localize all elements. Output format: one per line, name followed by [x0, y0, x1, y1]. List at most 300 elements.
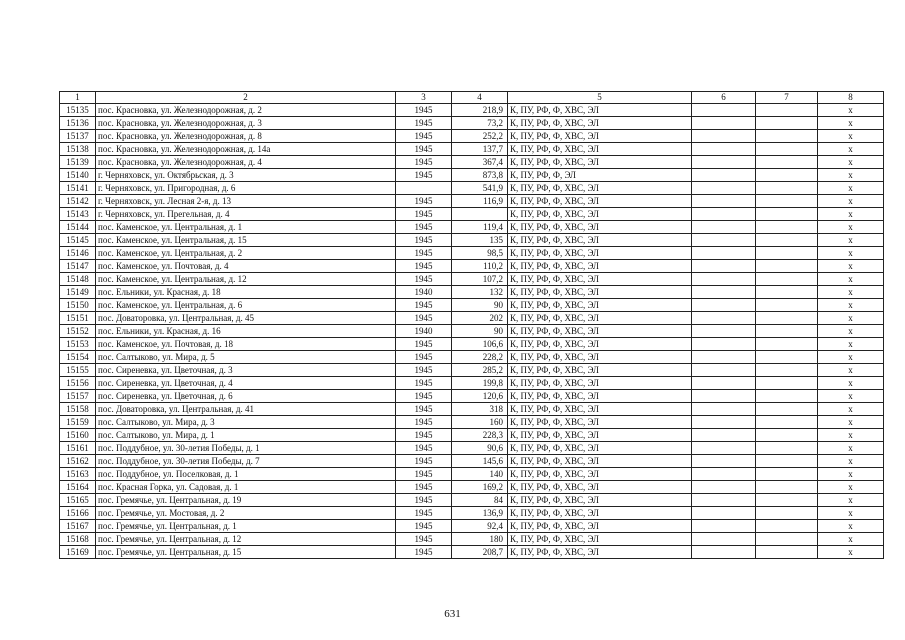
record-number-cell: 15148: [60, 273, 96, 286]
column-7-cell: [756, 390, 818, 403]
utility-types-cell: К, ПУ, РФ, Ф, ХВС, ЭЛ: [508, 377, 692, 390]
mark-cell: х: [818, 403, 884, 416]
column-7-cell: [756, 299, 818, 312]
table-row: [60, 338, 884, 351]
record-number-cell: 15141: [60, 182, 96, 195]
column-6-cell: [692, 247, 756, 260]
record-number-cell: 15153: [60, 338, 96, 351]
column-6-cell: [692, 156, 756, 169]
utility-types-cell: К, ПУ, РФ, Ф, ХВС, ЭЛ: [508, 403, 692, 416]
mark-cell: х: [818, 117, 884, 130]
header-row: [60, 92, 884, 104]
table-row: [60, 221, 884, 234]
utility-types-cell: К, ПУ, РФ, Ф, ХВС, ЭЛ: [508, 533, 692, 546]
year-built-cell: 1945: [396, 481, 452, 494]
column-7-cell: [756, 260, 818, 273]
table-row: [60, 169, 884, 182]
mark-cell: х: [818, 377, 884, 390]
mark-cell: х: [818, 104, 884, 117]
column-7-cell: [756, 351, 818, 364]
address-cell: пос. Поддубное, ул. 30-летия Победы, д. 7: [96, 455, 396, 468]
table-body: [60, 92, 884, 559]
utility-types-cell: К, ПУ, РФ, Ф, ХВС, ЭЛ: [508, 468, 692, 481]
column-6-cell: [692, 195, 756, 208]
utility-types-cell: К, ПУ, РФ, Ф, ХВС, ЭЛ: [508, 143, 692, 156]
utility-types-cell: К, ПУ, РФ, Ф, ХВС, ЭЛ: [508, 299, 692, 312]
year-built-cell: 1945: [396, 338, 452, 351]
record-number-cell: 15151: [60, 312, 96, 325]
column-6-cell: [692, 351, 756, 364]
column-7-cell: [756, 546, 818, 559]
address-cell: пос. Каменское, ул. Центральная, д. 2: [96, 247, 396, 260]
utility-types-cell: К, ПУ, РФ, Ф, ХВС, ЭЛ: [508, 338, 692, 351]
table-row: [60, 299, 884, 312]
utility-types-cell: К, ПУ, РФ, Ф, ХВС, ЭЛ: [508, 104, 692, 117]
year-built-cell: 1945: [396, 208, 452, 221]
column-7-cell: [756, 104, 818, 117]
mark-cell: х: [818, 429, 884, 442]
address-cell: пос. Ельники, ул. Красная, д. 16: [96, 325, 396, 338]
record-number-cell: 15156: [60, 377, 96, 390]
area-cell: 120,6: [452, 390, 508, 403]
utility-types-cell: К, ПУ, РФ, Ф, ХВС, ЭЛ: [508, 494, 692, 507]
area-cell: 84: [452, 494, 508, 507]
header-cell-1: 1: [60, 92, 96, 104]
column-6-cell: [692, 403, 756, 416]
mark-cell: х: [818, 546, 884, 559]
mark-cell: х: [818, 520, 884, 533]
utility-types-cell: К, ПУ, РФ, Ф, ЭЛ: [508, 169, 692, 182]
mark-cell: х: [818, 442, 884, 455]
record-number-cell: 15150: [60, 299, 96, 312]
year-built-cell: 1945: [396, 312, 452, 325]
area-cell: 252,2: [452, 130, 508, 143]
year-built-cell: 1945: [396, 429, 452, 442]
utility-types-cell: К, ПУ, РФ, Ф, ХВС, ЭЛ: [508, 130, 692, 143]
table-row: [60, 234, 884, 247]
area-cell: 135: [452, 234, 508, 247]
record-number-cell: 15166: [60, 507, 96, 520]
area-cell: 367,4: [452, 156, 508, 169]
record-number-cell: 15157: [60, 390, 96, 403]
column-7-cell: [756, 507, 818, 520]
record-number-cell: 15162: [60, 455, 96, 468]
utility-types-cell: К, ПУ, РФ, Ф, ХВС, ЭЛ: [508, 390, 692, 403]
mark-cell: х: [818, 507, 884, 520]
table-row: [60, 273, 884, 286]
address-cell: г. Черняховск, ул. Пригородная, д. 6: [96, 182, 396, 195]
utility-types-cell: К, ПУ, РФ, Ф, ХВС, ЭЛ: [508, 351, 692, 364]
address-cell: пос. Сиреневка, ул. Цветочная, д. 6: [96, 390, 396, 403]
column-6-cell: [692, 533, 756, 546]
utility-types-cell: К, ПУ, РФ, Ф, ХВС, ЭЛ: [508, 312, 692, 325]
record-number-cell: 15136: [60, 117, 96, 130]
area-cell: 136,9: [452, 507, 508, 520]
year-built-cell: 1945: [396, 247, 452, 260]
year-built-cell: 1945: [396, 403, 452, 416]
mark-cell: х: [818, 494, 884, 507]
address-cell: пос. Гремячье, ул. Мостовая, д. 2: [96, 507, 396, 520]
address-cell: пос. Каменское, ул. Почтовая, д. 4: [96, 260, 396, 273]
column-6-cell: [692, 494, 756, 507]
utility-types-cell: К, ПУ, РФ, Ф, ХВС, ЭЛ: [508, 325, 692, 338]
record-number-cell: 15140: [60, 169, 96, 182]
column-6-cell: [692, 364, 756, 377]
table-row: [60, 208, 884, 221]
year-built-cell: 1945: [396, 507, 452, 520]
mark-cell: х: [818, 533, 884, 546]
year-built-cell: 1940: [396, 325, 452, 338]
table-row: [60, 494, 884, 507]
year-built-cell: 1945: [396, 143, 452, 156]
year-built-cell: 1945: [396, 117, 452, 130]
utility-types-cell: К, ПУ, РФ, Ф, ХВС, ЭЛ: [508, 247, 692, 260]
column-6-cell: [692, 208, 756, 221]
utility-types-cell: К, ПУ, РФ, Ф, ХВС, ЭЛ: [508, 182, 692, 195]
utility-types-cell: К, ПУ, РФ, Ф, ХВС, ЭЛ: [508, 208, 692, 221]
record-number-cell: 15169: [60, 546, 96, 559]
table-row: [60, 403, 884, 416]
column-7-cell: [756, 182, 818, 195]
utility-types-cell: К, ПУ, РФ, Ф, ХВС, ЭЛ: [508, 546, 692, 559]
column-7-cell: [756, 377, 818, 390]
column-7-cell: [756, 520, 818, 533]
mark-cell: х: [818, 156, 884, 169]
mark-cell: х: [818, 221, 884, 234]
column-7-cell: [756, 494, 818, 507]
year-built-cell: 1945: [396, 520, 452, 533]
column-7-cell: [756, 130, 818, 143]
address-cell: пос. Красновка, ул. Железнодорожная, д. 8: [96, 130, 396, 143]
mark-cell: х: [818, 416, 884, 429]
record-number-cell: 15143: [60, 208, 96, 221]
column-7-cell: [756, 247, 818, 260]
table-row: [60, 156, 884, 169]
address-cell: пос. Салтыково, ул. Мира, д. 5: [96, 351, 396, 364]
column-7-cell: [756, 286, 818, 299]
address-cell: г. Черняховск, ул. Лесная 2-я, д. 13: [96, 195, 396, 208]
area-cell: 541,9: [452, 182, 508, 195]
record-number-cell: 15167: [60, 520, 96, 533]
housing-table: [59, 91, 884, 559]
mark-cell: х: [818, 143, 884, 156]
area-cell: 180: [452, 533, 508, 546]
year-built-cell: [396, 182, 452, 195]
utility-types-cell: К, ПУ, РФ, Ф, ХВС, ЭЛ: [508, 117, 692, 130]
year-built-cell: 1945: [396, 130, 452, 143]
address-cell: пос. Поддубное, ул. Поселковая, д. 1: [96, 468, 396, 481]
header-cell-3: 3: [396, 92, 452, 104]
address-cell: пос. Красновка, ул. Железнодорожная, д. 14а: [96, 143, 396, 156]
year-built-cell: 1945: [396, 221, 452, 234]
year-built-cell: 1945: [396, 169, 452, 182]
mark-cell: х: [818, 364, 884, 377]
year-built-cell: 1945: [396, 351, 452, 364]
address-cell: пос. Каменское, ул. Центральная, д. 12: [96, 273, 396, 286]
address-cell: пос. Доваторовка, ул. Центральная, д. 45: [96, 312, 396, 325]
table-row: [60, 546, 884, 559]
utility-types-cell: К, ПУ, РФ, Ф, ХВС, ЭЛ: [508, 455, 692, 468]
address-cell: г. Черняховск, ул. Октябрьская, д. 3: [96, 169, 396, 182]
column-6-cell: [692, 117, 756, 130]
area-cell: 285,2: [452, 364, 508, 377]
table-row: [60, 429, 884, 442]
page-number: 631: [444, 608, 461, 620]
record-number-cell: 15139: [60, 156, 96, 169]
mark-cell: х: [818, 390, 884, 403]
year-built-cell: 1940: [396, 286, 452, 299]
area-cell: 92,4: [452, 520, 508, 533]
address-cell: пос. Сиреневка, ул. Цветочная, д. 4: [96, 377, 396, 390]
table-row: [60, 455, 884, 468]
column-6-cell: [692, 546, 756, 559]
address-cell: пос. Гремячье, ул. Центральная, д. 1: [96, 520, 396, 533]
record-number-cell: 15155: [60, 364, 96, 377]
column-7-cell: [756, 481, 818, 494]
area-cell: 873,8: [452, 169, 508, 182]
table-row: [60, 104, 884, 117]
table-row: [60, 247, 884, 260]
area-cell: 119,4: [452, 221, 508, 234]
table-row: [60, 143, 884, 156]
record-number-cell: 15135: [60, 104, 96, 117]
record-number-cell: 15147: [60, 260, 96, 273]
address-cell: пос. Каменское, ул. Центральная, д. 6: [96, 299, 396, 312]
utility-types-cell: К, ПУ, РФ, Ф, ХВС, ЭЛ: [508, 364, 692, 377]
record-number-cell: 15149: [60, 286, 96, 299]
column-7-cell: [756, 169, 818, 182]
column-6-cell: [692, 182, 756, 195]
header-cell-7: 7: [756, 92, 818, 104]
address-cell: пос. Красновка, ул. Железнодорожная, д. 3: [96, 117, 396, 130]
utility-types-cell: К, ПУ, РФ, Ф, ХВС, ЭЛ: [508, 520, 692, 533]
table-row: [60, 351, 884, 364]
table-row: [60, 533, 884, 546]
mark-cell: х: [818, 338, 884, 351]
area-cell: 208,7: [452, 546, 508, 559]
utility-types-cell: К, ПУ, РФ, Ф, ХВС, ЭЛ: [508, 234, 692, 247]
mark-cell: х: [818, 468, 884, 481]
column-6-cell: [692, 299, 756, 312]
column-7-cell: [756, 143, 818, 156]
column-6-cell: [692, 429, 756, 442]
year-built-cell: 1945: [396, 377, 452, 390]
address-cell: пос. Сиреневка, ул. Цветочная, д. 3: [96, 364, 396, 377]
record-number-cell: 15161: [60, 442, 96, 455]
column-7-cell: [756, 208, 818, 221]
area-cell: 137,7: [452, 143, 508, 156]
address-cell: пос. Каменское, ул. Центральная, д. 1: [96, 221, 396, 234]
utility-types-cell: К, ПУ, РФ, Ф, ХВС, ЭЛ: [508, 156, 692, 169]
table-row: [60, 312, 884, 325]
address-cell: пос. Доваторовка, ул. Центральная, д. 41: [96, 403, 396, 416]
record-number-cell: 15142: [60, 195, 96, 208]
mark-cell: х: [818, 182, 884, 195]
utility-types-cell: К, ПУ, РФ, Ф, ХВС, ЭЛ: [508, 286, 692, 299]
utility-types-cell: К, ПУ, РФ, Ф, ХВС, ЭЛ: [508, 429, 692, 442]
table-row: [60, 182, 884, 195]
year-built-cell: 1945: [396, 468, 452, 481]
mark-cell: х: [818, 260, 884, 273]
record-number-cell: 15138: [60, 143, 96, 156]
column-6-cell: [692, 286, 756, 299]
record-number-cell: 15164: [60, 481, 96, 494]
table-row: [60, 481, 884, 494]
column-7-cell: [756, 403, 818, 416]
column-6-cell: [692, 338, 756, 351]
year-built-cell: 1945: [396, 390, 452, 403]
table-row: [60, 195, 884, 208]
column-7-cell: [756, 338, 818, 351]
mark-cell: х: [818, 169, 884, 182]
year-built-cell: 1945: [396, 156, 452, 169]
column-7-cell: [756, 325, 818, 338]
area-cell: 107,2: [452, 273, 508, 286]
record-number-cell: 15146: [60, 247, 96, 260]
year-built-cell: 1945: [396, 494, 452, 507]
column-6-cell: [692, 143, 756, 156]
column-7-cell: [756, 364, 818, 377]
address-cell: пос. Гремячье, ул. Центральная, д. 19: [96, 494, 396, 507]
column-6-cell: [692, 234, 756, 247]
year-built-cell: 1945: [396, 299, 452, 312]
address-cell: пос. Красновка, ул. Железнодорожная, д. 2: [96, 104, 396, 117]
address-cell: пос. Каменское, ул. Центральная, д. 15: [96, 234, 396, 247]
record-number-cell: 15163: [60, 468, 96, 481]
area-cell: 90,6: [452, 442, 508, 455]
utility-types-cell: К, ПУ, РФ, Ф, ХВС, ЭЛ: [508, 481, 692, 494]
column-7-cell: [756, 468, 818, 481]
area-cell: 106,6: [452, 338, 508, 351]
utility-types-cell: К, ПУ, РФ, Ф, ХВС, ЭЛ: [508, 195, 692, 208]
column-7-cell: [756, 455, 818, 468]
record-number-cell: 15137: [60, 130, 96, 143]
table-row: [60, 325, 884, 338]
column-7-cell: [756, 312, 818, 325]
header-cell-6: 6: [692, 92, 756, 104]
area-cell: 90: [452, 299, 508, 312]
area-cell: 145,6: [452, 455, 508, 468]
utility-types-cell: К, ПУ, РФ, Ф, ХВС, ЭЛ: [508, 442, 692, 455]
mark-cell: х: [818, 455, 884, 468]
table-row: [60, 260, 884, 273]
area-cell: 110,2: [452, 260, 508, 273]
year-built-cell: 1945: [396, 442, 452, 455]
column-6-cell: [692, 169, 756, 182]
column-6-cell: [692, 468, 756, 481]
column-7-cell: [756, 195, 818, 208]
year-built-cell: 1945: [396, 104, 452, 117]
year-built-cell: 1945: [396, 364, 452, 377]
record-number-cell: 15145: [60, 234, 96, 247]
column-6-cell: [692, 481, 756, 494]
mark-cell: х: [818, 312, 884, 325]
table-row: [60, 416, 884, 429]
utility-types-cell: К, ПУ, РФ, Ф, ХВС, ЭЛ: [508, 260, 692, 273]
header-cell-4: 4: [452, 92, 508, 104]
address-cell: пос. Поддубное, ул. 30-летия Победы, д. 1: [96, 442, 396, 455]
mark-cell: х: [818, 351, 884, 364]
table-row: [60, 117, 884, 130]
area-cell: 132: [452, 286, 508, 299]
record-number-cell: 15154: [60, 351, 96, 364]
table-row: [60, 507, 884, 520]
mark-cell: х: [818, 273, 884, 286]
column-7-cell: [756, 156, 818, 169]
mark-cell: х: [818, 195, 884, 208]
record-number-cell: 15168: [60, 533, 96, 546]
area-cell: 160: [452, 416, 508, 429]
table-row: [60, 390, 884, 403]
year-built-cell: 1945: [396, 455, 452, 468]
column-6-cell: [692, 455, 756, 468]
header-cell-2: 2: [96, 92, 396, 104]
mark-cell: х: [818, 481, 884, 494]
table-row: [60, 442, 884, 455]
year-built-cell: 1945: [396, 546, 452, 559]
address-cell: пос. Салтыково, ул. Мира, д. 3: [96, 416, 396, 429]
utility-types-cell: К, ПУ, РФ, Ф, ХВС, ЭЛ: [508, 221, 692, 234]
address-cell: пос. Ельники, ул. Красная, д. 18: [96, 286, 396, 299]
area-cell: 318: [452, 403, 508, 416]
area-cell: 202: [452, 312, 508, 325]
column-6-cell: [692, 325, 756, 338]
utility-types-cell: К, ПУ, РФ, Ф, ХВС, ЭЛ: [508, 273, 692, 286]
record-number-cell: 15158: [60, 403, 96, 416]
area-cell: 116,9: [452, 195, 508, 208]
address-cell: пос. Каменское, ул. Почтовая, д. 18: [96, 338, 396, 351]
address-cell: пос. Гремячье, ул. Центральная, д. 15: [96, 546, 396, 559]
table-row: [60, 468, 884, 481]
mark-cell: х: [818, 286, 884, 299]
column-6-cell: [692, 507, 756, 520]
column-6-cell: [692, 221, 756, 234]
area-cell: 228,3: [452, 429, 508, 442]
table-row: [60, 130, 884, 143]
column-6-cell: [692, 104, 756, 117]
mark-cell: х: [818, 325, 884, 338]
mark-cell: х: [818, 247, 884, 260]
column-6-cell: [692, 260, 756, 273]
mark-cell: х: [818, 299, 884, 312]
column-7-cell: [756, 416, 818, 429]
address-cell: пос. Красная Горка, ул. Садовая, д. 1: [96, 481, 396, 494]
area-cell: 73,2: [452, 117, 508, 130]
column-7-cell: [756, 429, 818, 442]
year-built-cell: 1945: [396, 195, 452, 208]
area-cell: 98,5: [452, 247, 508, 260]
year-built-cell: 1945: [396, 260, 452, 273]
column-6-cell: [692, 377, 756, 390]
area-cell: [452, 208, 508, 221]
year-built-cell: 1945: [396, 273, 452, 286]
mark-cell: х: [818, 234, 884, 247]
year-built-cell: 1945: [396, 234, 452, 247]
table-row: [60, 377, 884, 390]
area-cell: 169,2: [452, 481, 508, 494]
address-cell: пос. Гремячье, ул. Центральная, д. 12: [96, 533, 396, 546]
utility-types-cell: К, ПУ, РФ, Ф, ХВС, ЭЛ: [508, 416, 692, 429]
record-number-cell: 15152: [60, 325, 96, 338]
record-number-cell: 15160: [60, 429, 96, 442]
column-7-cell: [756, 221, 818, 234]
header-cell-8: 8: [818, 92, 884, 104]
column-7-cell: [756, 117, 818, 130]
area-cell: 228,2: [452, 351, 508, 364]
column-6-cell: [692, 390, 756, 403]
area-cell: 90: [452, 325, 508, 338]
table-row: [60, 364, 884, 377]
